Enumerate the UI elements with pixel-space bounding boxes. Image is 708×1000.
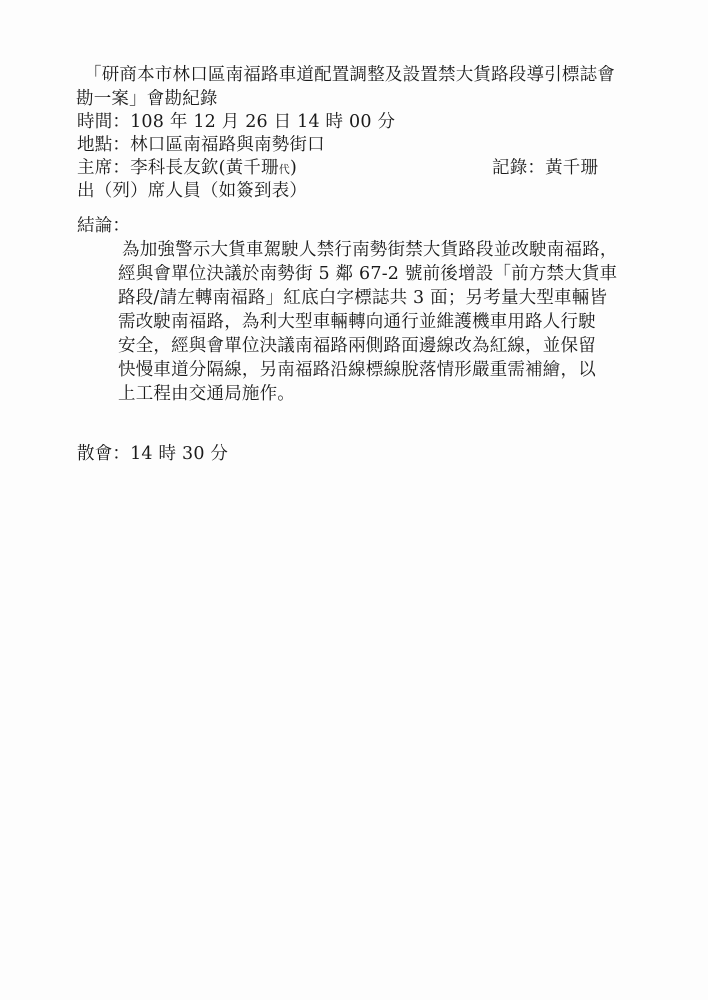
conclusion-line: 上工程由交通局施作。 — [118, 384, 295, 404]
conclusion-line: 安全，經與會單位決議南福路兩側路面邊線改為紅線，並保留 — [118, 336, 596, 356]
meeting-time: 時間：108 年 12 月 26 日 14 時 00 分 — [77, 112, 396, 132]
meeting-chair — [77, 157, 297, 181]
conclusion-line: 快慢車道分隔線，另南福路沿線標線脫落情形嚴重需補繪，以 — [118, 360, 596, 380]
conclusion-line: 需改駛南福路，為利大型車輛轉向通行並維護機車用路人行駛 — [118, 312, 596, 332]
meeting-place: 地點：林口區南福路與南勢街口 — [77, 135, 325, 155]
conclusion-label: 結論： — [77, 216, 131, 236]
document-title-line-1: 「研商本市林口區南福路車道配置調整及設置禁大貨路段導引標誌會 — [84, 65, 615, 85]
document-title-line-2: 勘一案」會勘紀錄 — [76, 89, 218, 109]
chair-name: 主席：李科長友欽(黃千珊 — [77, 158, 279, 178]
conclusion-line: 路段/請左轉南福路」紅底白字標誌共 3 面；另考量大型車輛皆 — [118, 288, 608, 308]
chair-close-paren: ) — [289, 158, 297, 178]
meeting-recorder: 記錄：黃千珊 — [492, 158, 599, 178]
conclusion-line: 為加強警示大貨車駕駛人禁行南勢街禁大貨路段並改駛南福路， — [122, 240, 618, 260]
meeting-adjourn: 散會：14 時 30 分 — [77, 444, 229, 464]
conclusion-paragraph — [118, 238, 678, 406]
conclusion-line: 經與會單位決議於南勢街 5 鄰 67-2 號前後增設「前方禁大貨車 — [118, 264, 618, 284]
meeting-attendees: 出（列）席人員（如簽到表） — [77, 181, 308, 201]
chair-proxy-mark: 代 — [278, 163, 290, 176]
